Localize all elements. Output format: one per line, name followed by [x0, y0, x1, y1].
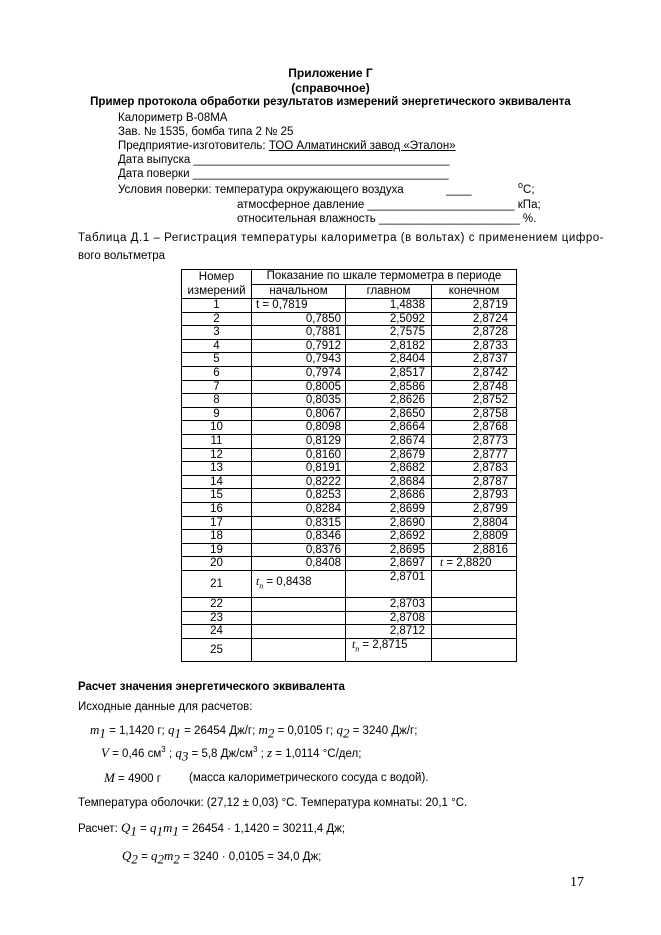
release-date-line: Дата выпуска ________________________________________ [118, 154, 450, 166]
table-row [182, 394, 517, 408]
v-exponent: 3 [161, 745, 166, 755]
m2-sub: 2 [267, 725, 275, 741]
t-subscript: n [259, 581, 264, 591]
cell-initial: 0,8067 [252, 407, 346, 421]
m2-symbol: m [258, 722, 268, 737]
cell-main: 2,8686 [346, 489, 432, 503]
Q2-msub: 2 [173, 851, 180, 867]
Q2-q: q [151, 848, 158, 863]
Q1-qsub: 1 [156, 823, 163, 839]
table-row [182, 502, 517, 516]
cell-main: 2,8679 [346, 448, 432, 462]
table-row [182, 339, 517, 353]
final-value: = 2,8820 [443, 557, 492, 570]
Q1-symbol: Q [120, 820, 131, 835]
cell-number: 13 [182, 462, 252, 476]
header-reading: Показание по шкале термометра в периоде [252, 270, 517, 285]
cell-initial: 0,8253 [252, 489, 346, 503]
cell-number: 17 [182, 516, 252, 530]
q1-calc-line [78, 820, 345, 839]
cell-initial: 0,7912 [252, 339, 346, 353]
Q1-sub: 1 [130, 823, 137, 839]
cell-final: 2,8768 [432, 421, 517, 435]
calc-label: Расчет: [78, 823, 121, 835]
Q2-sub: 2 [131, 851, 138, 867]
manufacturer-label: Предприятие-изготовитель: [118, 140, 266, 152]
cell-final: 2,8799 [432, 502, 517, 516]
table-tail [182, 598, 517, 639]
m1-sub: 1 [99, 725, 106, 741]
cell-initial: t = 0,7819 [252, 299, 346, 313]
cell-main: 2,8701 [346, 570, 432, 597]
table-row [182, 434, 517, 448]
Q1-q: q [149, 820, 157, 835]
m2-value: = 0,0105 г; [274, 725, 337, 737]
cell-final [432, 638, 517, 661]
cell-main: 2,8708 [346, 611, 432, 625]
cell-main: 2,8695 [346, 543, 432, 557]
table-row [182, 299, 517, 313]
q2-symbol: q [336, 722, 343, 737]
table-row [182, 638, 517, 661]
table-row [182, 625, 517, 639]
Q1-value: = 26454 · 1,1420 = 30211,4 Дж; [178, 823, 346, 835]
z-symbol: z [267, 745, 273, 760]
cell-initial: 0,8129 [252, 434, 346, 448]
table-row [182, 543, 517, 557]
cell-initial [252, 611, 346, 625]
cell-main [346, 638, 432, 661]
cell-number: 24 [182, 625, 252, 639]
cell-number: 19 [182, 543, 252, 557]
cell-initial: 0,7850 [252, 312, 346, 326]
cell-initial: 0,8098 [252, 421, 346, 435]
cell-number: 3 [182, 326, 252, 340]
calorimeter-label: Калориметр В-08МА [118, 112, 228, 124]
calc-heading: Расчет значения энергетического эквивалента [78, 681, 345, 693]
q1-symbol: q [167, 722, 175, 737]
header-number: Номер измерений [182, 270, 252, 299]
conditions-label: Условия поверки: температура окружающего воздуха [118, 184, 404, 196]
cell-number: 9 [182, 407, 252, 421]
Q1-msub: 1 [172, 823, 179, 839]
cell-final: 2,8733 [432, 339, 517, 353]
table-row [182, 570, 517, 597]
table-row [182, 557, 517, 571]
cell-number: 8 [182, 394, 252, 408]
cell-number: 16 [182, 502, 252, 516]
v-symbol: V [101, 745, 109, 760]
cell-final: 2,8816 [432, 543, 517, 557]
header-initial: начальном [252, 284, 346, 299]
cell-final: 2,8804 [432, 516, 517, 530]
cell-main: 2,8692 [346, 530, 432, 544]
page-number: 17 [570, 875, 584, 890]
cell-main: 2,8586 [346, 380, 432, 394]
cell-final: 2,8737 [432, 353, 517, 367]
cell-initial: 0,8408 [252, 557, 346, 571]
cell-number: 18 [182, 530, 252, 544]
cell-final: 2,8773 [432, 434, 517, 448]
conditions-blank: ____ [446, 184, 472, 196]
cell-main: 2,8703 [346, 598, 432, 612]
cell-number: 2 [182, 312, 252, 326]
q2-value: = 3240 Дж/г; [349, 725, 418, 737]
Q2-eq: = [137, 851, 151, 863]
cell-number: 10 [182, 421, 252, 435]
table-row [182, 407, 517, 421]
m1-value: = 1,1420 г; [105, 725, 168, 737]
cell-number: 12 [182, 448, 252, 462]
cell-number: 7 [182, 380, 252, 394]
conditions-line [118, 184, 404, 196]
header-final: конечном [432, 284, 517, 299]
check-date-line: Дата поверки ________________________________________ [118, 168, 449, 180]
table-row [182, 366, 517, 380]
cell-main: 2,8517 [346, 366, 432, 380]
celsius-unit: С; [523, 183, 535, 196]
cell-number: 4 [182, 339, 252, 353]
cell-main: 2,8682 [346, 462, 432, 476]
mass-note: (масса калориметрического сосуда с водой). [189, 772, 429, 784]
cell-final: 2,8809 [432, 530, 517, 544]
cell-initial: 0,8005 [252, 380, 346, 394]
table-caption-line1: Таблица Д.1 – Регистрация температуры калориметра (в вольтах) с применением цифро- [78, 232, 605, 244]
cell-initial: 0,8376 [252, 543, 346, 557]
cell-final [432, 557, 517, 571]
initial-value: = 0,8438 [263, 575, 312, 588]
cell-number: 20 [182, 557, 252, 571]
q3-exponent: 3 [252, 745, 258, 755]
cell-number: 23 [182, 611, 252, 625]
manufacturer-line [118, 140, 456, 152]
v-value: = 0,46 см [108, 748, 162, 760]
temperature-table [181, 269, 517, 662]
cell-main: 2,8712 [346, 625, 432, 639]
cell-final: 2,8728 [432, 326, 517, 340]
cell-number: 11 [182, 434, 252, 448]
table-row [182, 326, 517, 340]
cell-number: 6 [182, 366, 252, 380]
Q1-m: m [162, 820, 173, 835]
cell-initial: 0,8284 [252, 502, 346, 516]
cell-main: 2,8674 [346, 434, 432, 448]
cell-final [432, 570, 517, 597]
cell-initial: 0,8222 [252, 475, 346, 489]
cell-main: 2,8684 [346, 475, 432, 489]
q1-sub: 1 [174, 725, 181, 741]
table-row [182, 353, 517, 367]
cell-number: 25 [182, 638, 252, 661]
params-line3 [104, 770, 161, 786]
table-row [182, 475, 517, 489]
Q2-symbol: Q [122, 848, 132, 863]
q3-symbol: q [175, 745, 182, 760]
cell-initial: 0,8160 [252, 448, 346, 462]
mass-symbol: M [104, 770, 115, 785]
v-end: ; [165, 748, 176, 760]
table-caption-line2: вого вольтметра [78, 250, 166, 262]
cell-initial: 0,7943 [252, 353, 346, 367]
cell-final: 2,8783 [432, 462, 517, 476]
cell-main: 2,8650 [346, 407, 432, 421]
header-main: главном [346, 284, 432, 299]
pressure-line: атмосферное давление _______________________ кПа; [237, 199, 541, 211]
q2-sub: 2 [342, 725, 350, 741]
cell-main: 2,8404 [346, 353, 432, 367]
cell-number: 1 [182, 299, 252, 313]
cell-final: 2,8758 [432, 407, 517, 421]
protocol-title: Пример протокола обработки результатов измерений энергетического эквивалента [90, 96, 571, 108]
cell-final: 2,8724 [432, 312, 517, 326]
table-row [182, 312, 517, 326]
cell-initial: 0,7974 [252, 366, 346, 380]
table-row [182, 421, 517, 435]
cell-final: 2,8793 [432, 489, 517, 503]
cell-number: 14 [182, 475, 252, 489]
appendix-title: Приложение Г [288, 66, 373, 80]
cell-main: 2,8664 [346, 421, 432, 435]
Q1-eq: = [136, 823, 150, 835]
Q2-value: = 3240 · 0,0105 = 34,0 Дж; [179, 851, 322, 863]
cell-main: 2,5092 [346, 312, 432, 326]
conditions-unit [518, 180, 535, 196]
cell-final: 2,8752 [432, 394, 517, 408]
cell-main: 2,8690 [346, 516, 432, 530]
table-row [182, 530, 517, 544]
q3-sub: 3 [181, 748, 189, 764]
shell-temp-line: Температура оболочки: (27,12 ± 0,03) °С. Температура комнаты: 20,1 °С. [78, 797, 468, 809]
manufacturer-value: ТОО Алматинский завод «Эталон» [268, 140, 456, 152]
cell-initial [252, 625, 346, 639]
cell-initial [252, 570, 346, 597]
cell-number: 21 [182, 570, 252, 597]
params-line1 [90, 722, 417, 741]
appendix-reference: (справочное) [291, 81, 370, 95]
cell-final: 2,8748 [432, 380, 517, 394]
params-line2 [101, 745, 361, 764]
t-symbol: t [440, 557, 444, 570]
cell-main: 2,7575 [346, 326, 432, 340]
table-row [182, 448, 517, 462]
cell-initial: 0,8315 [252, 516, 346, 530]
t-subscript: n [355, 644, 360, 654]
cell-final: 2,8719 [432, 299, 517, 313]
table-row [182, 611, 517, 625]
cell-number: 22 [182, 598, 252, 612]
cell-final [432, 625, 517, 639]
cell-initial [252, 598, 346, 612]
cell-initial: 0,7881 [252, 326, 346, 340]
q1-value: = 26454 Дж/г; [180, 725, 259, 737]
cell-number: 15 [182, 489, 252, 503]
t-symbol: t [256, 575, 260, 588]
degree-sign: о [518, 180, 524, 190]
table-row [182, 380, 517, 394]
table-row [182, 462, 517, 476]
cell-final [432, 598, 517, 612]
Q2-m: m [164, 848, 174, 863]
mass-value: = 4900 г [114, 773, 161, 785]
table-row [182, 516, 517, 530]
cell-main: 2,8699 [346, 502, 432, 516]
table-header-row [182, 270, 517, 285]
q2-calc-line [122, 848, 321, 867]
cell-main: 2,8697 [346, 557, 432, 571]
cell-initial: 0,8191 [252, 462, 346, 476]
cell-initial [252, 638, 346, 661]
cell-final [432, 611, 517, 625]
cell-final: 2,8777 [432, 448, 517, 462]
serial-label: Зав. № 1535, бомба типа 2 № 25 [118, 126, 294, 138]
q3-value: = 5,8 Дж/см [188, 748, 253, 760]
cell-number: 5 [182, 353, 252, 367]
cell-initial: 0,8346 [252, 530, 346, 544]
main-value: = 2,8715 [359, 638, 408, 651]
q3-end: ; [257, 748, 268, 760]
table-row [182, 598, 517, 612]
m1-symbol: m [90, 722, 100, 737]
Q2-qsub: 2 [157, 851, 164, 867]
humidity-line: относительная влажность ______________________ %. [237, 213, 537, 225]
cell-main: 2,8182 [346, 339, 432, 353]
initial-data-label: Исходные данные для расчетов: [78, 701, 253, 713]
t-symbol: t [352, 638, 356, 651]
cell-initial: 0,8035 [252, 394, 346, 408]
table-body [182, 299, 517, 557]
z-value: = 1,0114 °С/дел; [272, 748, 362, 760]
cell-final: 2,8787 [432, 475, 517, 489]
table-row [182, 489, 517, 503]
cell-main: 1,4838 [346, 299, 432, 313]
cell-main: 2,8626 [346, 394, 432, 408]
cell-final: 2,8742 [432, 366, 517, 380]
